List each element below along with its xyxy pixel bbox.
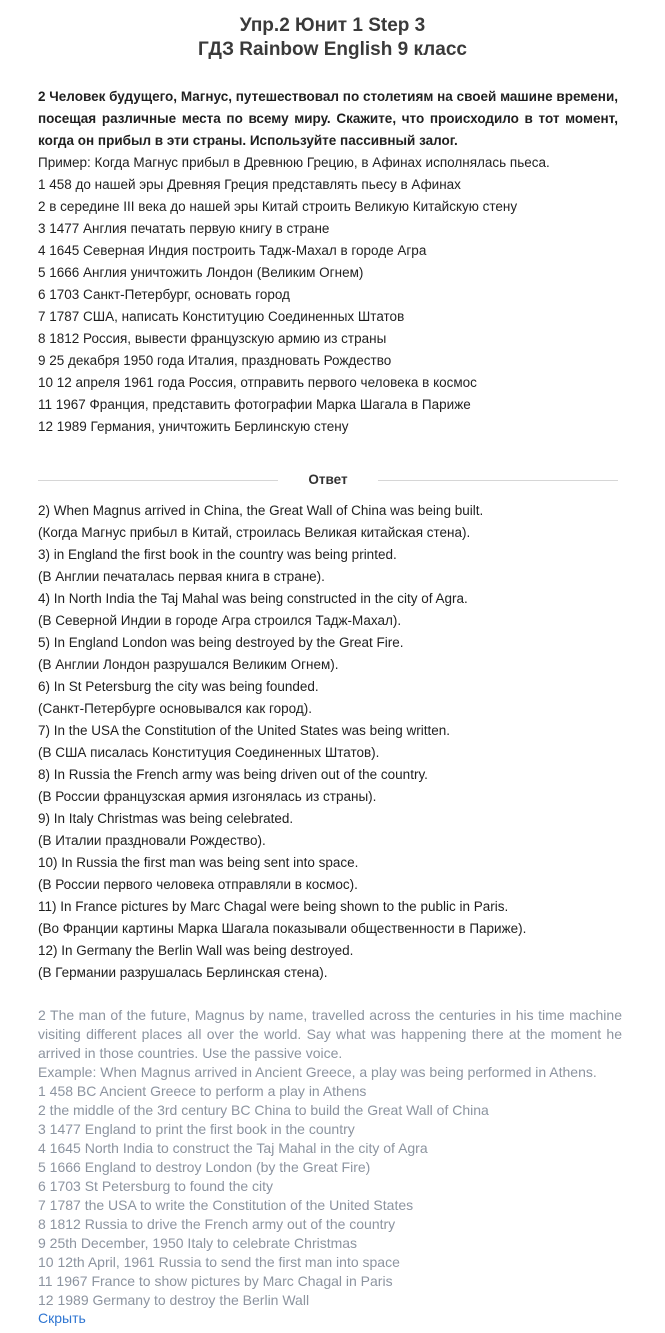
answer-divider	[38, 470, 618, 490]
answer-translation-line: (В Италии праздновали Рождество).	[38, 833, 266, 848]
answer-translation-line: (В Англии Лондон разрушался Великим Огнем).	[38, 657, 339, 672]
answer-line: 4) In North India the Taj Mahal was being constructed in the city of Agra.	[38, 591, 468, 606]
original-task-item: 4 1645 North India to construct the Taj Mahal in the city of Agra	[38, 1140, 428, 1156]
answer-divider-label: Ответ	[308, 472, 348, 487]
answer-line: 9) In Italy Christmas was being celebrated.	[38, 811, 294, 826]
original-task-item: 2 the middle of the 3rd century BC China to build the Great Wall of China	[38, 1102, 489, 1118]
answer-translation-line: (В Северной Индии в городе Агра строился Тадж-Махал).	[38, 613, 402, 628]
original-task-item: 12 1989 Germany to destroy the Berlin Wall	[38, 1292, 310, 1308]
original-task-item: 9 25th December, 1950 Italy to celebrate Christmas	[38, 1235, 358, 1251]
answer-line: 5) In England London was being destroyed by the Great Fire.	[38, 635, 404, 650]
task-item: 7 1787 США, написать Конституцию Соединенных Штатов	[38, 309, 405, 324]
task-item: 2 в середине III века до нашей эры Китай строить Великую Китайскую стену	[38, 199, 518, 214]
original-task-item: 3 1477 England to print the first book in the country	[38, 1121, 355, 1137]
task-item: 12 1989 Германия, уничтожить Берлинскую стену	[38, 419, 349, 434]
original-task-item: 11 1967 France to show pictures by Marc Chagal in Paris	[38, 1273, 393, 1289]
answer-line: 12) In Germany the Berlin Wall was being destroyed.	[38, 943, 354, 958]
original-task-item: 7 1787 the USA to write the Constitution of the United States	[38, 1197, 414, 1213]
answer-translation-line: (Когда Магнус прибыл в Китай, строилась Великая китайская стена).	[38, 525, 471, 540]
divider-rule-right	[378, 480, 618, 481]
answer-line: 7) In the USA the Constitution of the United States was being written.	[38, 723, 450, 738]
task-item: 1 458 до нашей эры Древняя Греция представлять пьесу в Афинах	[38, 177, 461, 192]
original-task-section	[38, 1006, 622, 1310]
answer-translation-line: (В Германии разрушалась Берлинская стена).	[38, 965, 328, 980]
answer-translation-line: (Во Франции картины Марка Шагала показывали общественности в Париже).	[38, 921, 527, 936]
task-item: 5 1666 Англия уничтожить Лондон (Великим Огнем)	[38, 265, 364, 280]
answers-section	[38, 500, 628, 984]
answer-translation-line: (В Англии печаталась первая книга в стране).	[38, 569, 325, 584]
task-item: 6 1703 Санкт-Петербург, основать город	[38, 287, 290, 302]
page-title-line-2: ГДЗ Rainbow English 9 класс	[198, 39, 467, 60]
original-task-item: 8 1812 Russia to drive the French army out of the country	[38, 1216, 396, 1232]
task-item: 4 1645 Северная Индия построить Тадж-Махал в городе Агра	[38, 243, 427, 258]
task-item: 8 1812 Россия, вывести французскую армию из страны	[38, 331, 387, 346]
original-task-example: Example: When Magnus arrived in Ancient Greece, a play was being performed in Athens.	[38, 1064, 597, 1080]
answer-translation-line: (В России французская армия изгонялась из страны).	[38, 789, 377, 804]
answer-line: 11) In France pictures by Marc Chagal were being shown to the public in Paris.	[38, 899, 509, 914]
task-section	[38, 86, 618, 438]
task-heading: 2 Человек будущего, Магнус, путешествовал по столетиям на своей машине времени, посещая различные места по всему миру. Скажите, что происходило в тот момент, когда он прибыл в эти страны. Используйте пассивный залог.	[38, 89, 618, 148]
answer-line: 8) In Russia the French army was being driven out of the country.	[38, 767, 428, 782]
task-item: 3 1477 Англия печатать первую книгу в стране	[38, 221, 330, 236]
page-title-line-1: Упр.2 Юнит 1 Step 3	[239, 15, 426, 36]
answer-line: 10) In Russia the first man was being sent into space.	[38, 855, 359, 870]
answer-translation-line: (В США писалась Конституция Соединенных Штатов).	[38, 745, 380, 760]
answer-translation-line: (Санкт-Петербурге основывался как город).	[38, 701, 312, 716]
original-task-item: 5 1666 England to destroy London (by the Great Fire)	[38, 1159, 371, 1175]
task-item: 10 12 апреля 1961 года Россия, отправить первого человека в космос	[38, 375, 477, 390]
original-task-heading: 2 The man of the future, Magnus by name, travelled across the centuries in his time machine visiting different places all over the world. Say what was happening there at the moment he arrived in those countries. Use the passive voice.	[38, 1007, 622, 1061]
original-task-item: 1 458 BC Ancient Greece to perform a play in Athens	[38, 1083, 367, 1099]
answer-translation-line: (В России первого человека отправляли в космос).	[38, 877, 358, 892]
answer-line: 6) In St Petersburg the city was being founded.	[38, 679, 319, 694]
task-example: Пример: Когда Магнус прибыл в Древнюю Грецию, в Афинах исполнялась пьеса.	[38, 155, 550, 170]
task-item: 11 1967 Франция, представить фотографии Марка Шагала в Париже	[38, 397, 471, 412]
original-task-item: 6 1703 St Petersburg to found the city	[38, 1178, 274, 1194]
answer-line: 2) When Magnus arrived in China, the Great Wall of China was being built.	[38, 503, 484, 518]
original-task-item: 10 12th April, 1961 Russia to send the first man into space	[38, 1254, 400, 1270]
task-item: 9 25 декабря 1950 года Италия, праздновать Рождество	[38, 353, 392, 368]
answer-line: 3) in England the first book in the country was being printed.	[38, 547, 397, 562]
hide-link[interactable]: Скрыть	[38, 1310, 86, 1326]
task-lines	[38, 152, 618, 438]
page-title	[0, 0, 665, 62]
